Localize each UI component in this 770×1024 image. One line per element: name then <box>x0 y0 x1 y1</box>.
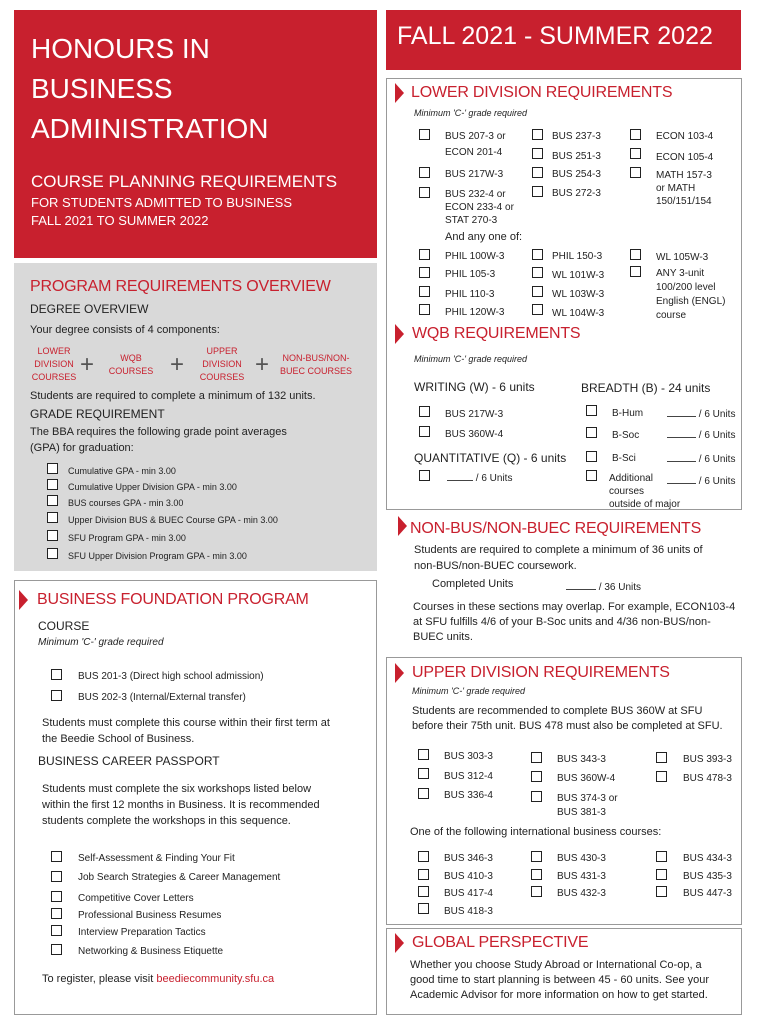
course-item: BUS 336-4 <box>444 790 493 801</box>
course-checkbox[interactable] <box>418 749 429 760</box>
breadth-checkbox[interactable] <box>586 405 597 416</box>
course-item: ANY 3-unit 100/200 level English (ENGL) course <box>656 268 726 321</box>
section-arrow-icon <box>19 590 28 610</box>
workshop-item: Networking & Business Etiquette <box>78 946 224 957</box>
course-checkbox[interactable] <box>418 886 429 897</box>
plus-icon: + <box>170 351 185 378</box>
component-non-bus: NON-BUS/NON- BUEC COURSES <box>279 353 352 376</box>
course-item: BUS 343-3 <box>557 754 606 765</box>
section-arrow-icon <box>395 324 404 344</box>
course-checkbox[interactable] <box>532 129 543 140</box>
global-line-2: good time to start planning is between 45 - 60 units. See your <box>410 974 710 986</box>
workshop-checkbox[interactable] <box>51 871 62 882</box>
passport-line-2: within the first 12 months in Business. It is recommended <box>42 799 320 811</box>
course-checkbox[interactable] <box>418 903 429 914</box>
course-checkbox[interactable] <box>656 752 667 763</box>
course-checkbox[interactable] <box>532 286 543 297</box>
course-item: BUS 418-3 <box>444 906 493 917</box>
gpa-checkbox[interactable] <box>47 548 58 559</box>
quant-units: / 6 Units <box>447 472 512 485</box>
writing-heading: WRITING (W) - 6 units <box>414 380 535 394</box>
grade-text-2: (GPA) for graduation: <box>30 442 134 454</box>
course-checkbox[interactable] <box>532 267 543 278</box>
course-item: BUS 346-3 <box>444 853 493 864</box>
course-item: BUS 201-3 (Direct high school admission) <box>78 671 264 682</box>
completed-units-field: / 36 Units <box>566 581 641 594</box>
breadth-label: B-Soc <box>612 430 640 441</box>
course-checkbox[interactable] <box>531 886 542 897</box>
page-subtitle: COURSE PLANNING REQUIREMENTS <box>31 172 338 191</box>
gpa-checkbox[interactable] <box>47 495 58 506</box>
upper-min-grade: Minimum 'C-' grade required <box>412 686 525 696</box>
course-checkbox[interactable] <box>531 791 542 802</box>
course-checkbox[interactable] <box>630 249 641 260</box>
course-item: BUS 312-4 <box>444 771 493 782</box>
course-item: BUS 410-3 <box>444 871 493 882</box>
foundation-min-grade: Minimum 'C-' grade required <box>38 637 164 648</box>
course-item: BUS 272-3 <box>552 188 601 199</box>
course-checkbox[interactable] <box>630 167 641 178</box>
course-item: BUS 232-4 or ECON 233-4 or STAT 270-3 <box>445 189 514 226</box>
global-line-1: Whether you choose Study Abroad or International Co-op, a <box>410 959 702 971</box>
breadth-checkbox[interactable] <box>586 427 597 438</box>
passport-line-1: Students must complete the six workshops listed below <box>42 783 312 795</box>
course-item: BUS 237-3 <box>552 131 601 142</box>
course-checkbox[interactable] <box>419 304 430 315</box>
any-one-label: And any one of: <box>445 231 523 243</box>
component-lower-division: LOWER DIVISION COURSES <box>31 346 77 382</box>
course-item: BUS 447-3 <box>683 888 732 899</box>
course-checkbox[interactable] <box>532 249 543 260</box>
course-checkbox[interactable] <box>532 304 543 315</box>
course-heading: COURSE <box>38 619 90 633</box>
gpa-item: BUS courses GPA - min 3.00 <box>68 498 184 508</box>
course-checkbox[interactable] <box>656 869 667 880</box>
course-item: BUS 360W-4 <box>445 429 504 440</box>
course-checkbox[interactable] <box>419 286 430 297</box>
register-line <box>42 973 274 985</box>
overlap-line-1: Courses in these sections may overlap. For example, ECON103-4 <box>413 601 736 613</box>
breadth-checkbox[interactable] <box>586 451 597 462</box>
course-checkbox[interactable] <box>531 771 542 782</box>
course-checkbox[interactable] <box>532 186 543 197</box>
passport-heading: BUSINESS CAREER PASSPORT <box>38 754 220 768</box>
course-checkbox[interactable] <box>531 851 542 862</box>
upper-line-2: before their 75th unit. BUS 478 must also be completed at SFU. <box>412 720 723 732</box>
breadth-units: / 6 Units <box>667 453 735 466</box>
course-checkbox[interactable] <box>418 851 429 862</box>
breadth-units: / 6 Units <box>667 408 735 421</box>
course-checkbox[interactable] <box>630 266 641 277</box>
title-line-1: HONOURS IN <box>31 33 210 64</box>
course-item: PHIL 110-3 <box>445 289 495 300</box>
course-item: BUS 360W-4 <box>557 773 616 784</box>
course-checkbox[interactable] <box>656 771 667 782</box>
units-required-text: Students are required to complete a minimum of 132 units. <box>30 390 316 402</box>
course-item: PHIL 105-3 <box>445 269 496 280</box>
course-item: BUS 202-3 (Internal/External transfer) <box>78 692 246 703</box>
course-checkbox[interactable] <box>418 869 429 880</box>
admitted-line-1: FOR STUDENTS ADMITTED TO BUSINESS <box>31 195 292 210</box>
foundation-title: BUSINESS FOUNDATION PROGRAM <box>37 591 309 608</box>
course-item: PHIL 100W-3 <box>445 251 505 262</box>
course-item: BUS 435-3 <box>683 871 732 882</box>
course-checkbox[interactable] <box>419 406 430 417</box>
section-arrow-icon <box>395 933 404 953</box>
course-checkbox[interactable] <box>656 851 667 862</box>
wqb-min-grade: Minimum 'C-' grade required <box>414 354 527 364</box>
course-checkbox[interactable] <box>532 148 543 159</box>
course-checkbox[interactable] <box>419 129 430 140</box>
gpa-item: Upper Division BUS & BUEC Course GPA - min 3.00 <box>68 515 278 525</box>
workshop-item: Professional Business Resumes <box>78 910 222 921</box>
course-item: ECON 105-4 <box>656 152 714 163</box>
course-item: BUS 434-3 <box>683 853 732 864</box>
course-item: BUS 417-4 <box>444 888 493 899</box>
breadth-label: Additional courses outside of major <box>609 473 681 510</box>
component-wqb: WQB COURSES <box>108 353 154 376</box>
course-checkbox[interactable] <box>419 267 430 278</box>
course-item: WL 104W-3 <box>552 308 605 319</box>
non-bus-title: NON-BUS/NON-BUEC REQUIREMENTS <box>410 520 702 537</box>
breadth-checkbox[interactable] <box>586 470 597 481</box>
course-checkbox[interactable] <box>630 148 641 159</box>
gpa-checkbox[interactable] <box>47 530 58 541</box>
gpa-item: Cumulative Upper Division GPA - min 3.00 <box>68 482 237 492</box>
upper-division-title: UPPER DIVISION REQUIREMENTS <box>412 664 670 681</box>
overlap-line-3: BUEC units. <box>413 631 473 643</box>
section-arrow-icon <box>398 516 407 536</box>
workshop-checkbox[interactable] <box>51 851 62 862</box>
course-item: ECON 103-4 <box>656 131 714 142</box>
workshop-item: Self-Assessment & Finding Your Fit <box>78 853 235 864</box>
grade-text-1: The BBA requires the following grade point averages <box>30 426 287 438</box>
workshop-item: Competitive Cover Letters <box>78 893 194 904</box>
upper-line-1: Students are recommended to complete BUS 360W at SFU <box>412 705 703 717</box>
course-checkbox[interactable] <box>418 788 429 799</box>
breadth-label: B-Sci <box>612 453 636 464</box>
course-item: MATH 157-3 or MATH 150/151/154 <box>656 170 712 207</box>
breadth-units: / 6 Units <box>667 429 735 442</box>
term-banner-text: FALL 2021 - SUMMER 2022 <box>397 22 713 50</box>
course-item: BUS 431-3 <box>557 871 606 882</box>
gpa-checkbox[interactable] <box>47 463 58 474</box>
breadth-units: / 6 Units <box>667 475 735 488</box>
course-item: BUS 254-3 <box>552 169 601 180</box>
course-checkbox[interactable] <box>419 249 430 260</box>
grade-requirement-heading: GRADE REQUIREMENT <box>30 407 165 421</box>
register-link[interactable]: beediecommunity.sfu.ca <box>156 973 275 985</box>
course-item: WL 103W-3 <box>552 289 605 300</box>
workshop-checkbox[interactable] <box>51 925 62 936</box>
components-text: Your degree consists of 4 components: <box>30 324 220 336</box>
admitted-line-2: FALL 2021 TO SUMMER 2022 <box>31 213 209 228</box>
lower-division-title: LOWER DIVISION REQUIREMENTS <box>411 84 673 101</box>
non-bus-line-1: Students are required to complete a minimum of 36 units of <box>414 544 703 556</box>
course-item: BUS 207-3 or ECON 201-4 <box>445 131 506 158</box>
breadth-heading: BREADTH (B) - 24 units <box>581 381 711 395</box>
course-item: BUS 432-3 <box>557 888 606 899</box>
breadth-label: B-Hum <box>612 408 644 419</box>
register-text: To register, please visit <box>42 973 157 985</box>
global-line-3: Academic Advisor for more information on how to get started. <box>410 989 708 1001</box>
course-checkbox[interactable] <box>419 470 430 481</box>
gpa-item: Cumulative GPA - min 3.00 <box>68 466 176 476</box>
course-item: BUS 393-3 <box>683 754 732 765</box>
course-item: BUS 217W-3 <box>445 409 504 420</box>
title-line-3: ADMINISTRATION <box>31 113 269 144</box>
course-item: PHIL 150-3 <box>552 251 603 262</box>
course-item: BUS 478-3 <box>683 773 732 784</box>
workshop-item: Interview Preparation Tactics <box>78 927 206 938</box>
foundation-note-1: Students must complete this course within their first term at <box>42 717 330 729</box>
title-line-2: BUSINESS <box>31 73 173 104</box>
course-item: BUS 217W-3 <box>445 169 504 180</box>
wqb-title: WQB REQUIREMENTS <box>412 325 581 342</box>
section-arrow-icon <box>395 663 404 683</box>
course-item: WL 101W-3 <box>552 270 605 281</box>
passport-line-3: students complete the workshops in this sequence. <box>42 815 291 827</box>
gpa-checkbox[interactable] <box>47 479 58 490</box>
intl-heading: One of the following international business courses: <box>410 826 662 838</box>
course-item: BUS 430-3 <box>557 853 606 864</box>
quant-heading: QUANTITATIVE (Q) - 6 units <box>414 451 567 465</box>
workshop-item: Job Search Strategies & Career Management <box>78 872 281 883</box>
course-item: WL 105W-3 <box>656 252 709 263</box>
course-checkbox[interactable] <box>51 690 62 701</box>
component-upper-division: UPPER DIVISION COURSES <box>199 346 245 382</box>
lower-min-grade: Minimum 'C-' grade required <box>414 108 527 118</box>
course-item: BUS 251-3 <box>552 151 601 162</box>
course-item: BUS 303-3 <box>444 751 493 762</box>
course-checkbox[interactable] <box>630 129 641 140</box>
course-checkbox[interactable] <box>419 426 430 437</box>
upper-division-box <box>386 657 742 925</box>
global-title: GLOBAL PERSPECTIVE <box>412 934 589 951</box>
course-checkbox[interactable] <box>531 869 542 880</box>
plus-icon: + <box>255 351 270 378</box>
course-checkbox[interactable] <box>419 167 430 178</box>
course-checkbox[interactable] <box>531 752 542 763</box>
course-item: BUS 374-3 or BUS 381-3 <box>557 793 618 818</box>
gpa-item: SFU Program GPA - min 3.00 <box>68 533 186 543</box>
course-checkbox[interactable] <box>532 167 543 178</box>
workshop-checkbox[interactable] <box>51 944 62 955</box>
non-bus-line-2: non-BUS/non-BUEC coursework. <box>414 560 577 572</box>
foundation-note-2: the Beedie School of Business. <box>42 733 195 745</box>
workshop-checkbox[interactable] <box>51 908 62 919</box>
completed-units-label: Completed Units <box>432 578 514 590</box>
section-arrow-icon <box>395 83 404 103</box>
plus-icon: + <box>80 351 95 378</box>
course-checkbox[interactable] <box>419 187 430 198</box>
course-checkbox[interactable] <box>418 768 429 779</box>
overlap-line-2: at SFU fulfills 4/6 of your B-Soc units and 4/36 non-BUS/non- <box>413 616 711 628</box>
course-checkbox[interactable] <box>656 886 667 897</box>
course-checkbox[interactable] <box>51 669 62 680</box>
course-item: PHIL 120W-3 <box>445 307 505 318</box>
overview-title: PROGRAM REQUIREMENTS OVERVIEW <box>30 278 331 295</box>
gpa-checkbox[interactable] <box>47 512 58 523</box>
workshop-checkbox[interactable] <box>51 891 62 902</box>
gpa-item: SFU Upper Division Program GPA - min 3.00 <box>68 551 247 561</box>
degree-overview-heading: DEGREE OVERVIEW <box>30 302 149 316</box>
